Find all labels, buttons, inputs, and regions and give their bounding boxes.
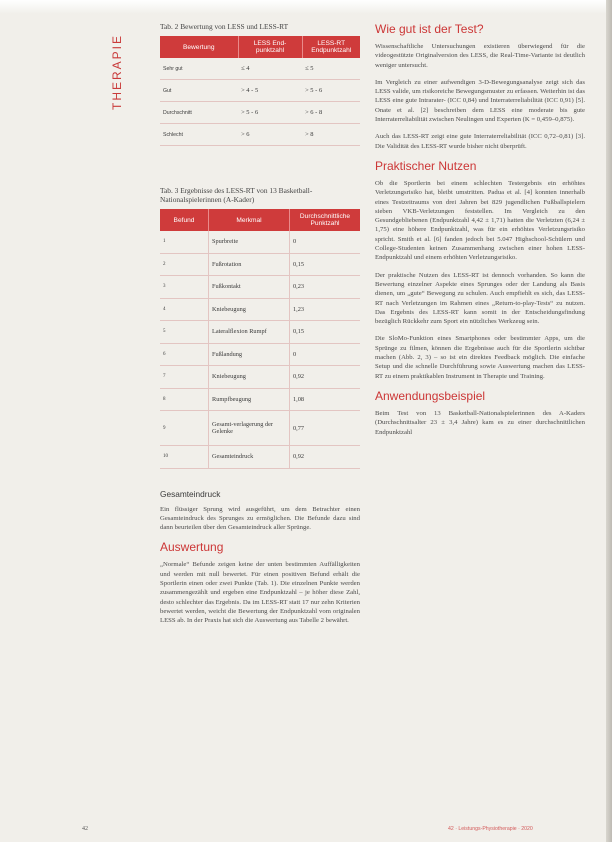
page-footer: 42 · Leistungs-Physiotherapie · 2020	[448, 826, 533, 832]
table-cell: 2	[160, 253, 209, 276]
table-cell: Gesamteindruck	[209, 446, 290, 469]
table-cell: Lateralflexion Rumpf	[209, 321, 290, 344]
paragraph: Auch das LESS-RT zeigt eine gute Interraterreliabilität (ICC 0,72–0,81) [3]. Die Validität des LESS-RT wurde bisher nicht überprüft.	[375, 133, 585, 150]
table-cell: Fußkontakt	[209, 276, 290, 299]
table-cell: > 6 - 8	[302, 102, 360, 124]
table-cell: 10	[160, 446, 209, 469]
table-cell: Fußlandung	[209, 343, 290, 366]
section-heading-wie-gut: Wie gut ist der Test?	[375, 22, 484, 36]
table-cell: 6	[160, 343, 209, 366]
table-cell: ≤ 5	[302, 58, 360, 80]
table-cell: Schlecht	[160, 124, 238, 146]
table-3-header: Durchschnittliche Punktzahl	[290, 209, 361, 231]
table-cell: 1	[160, 231, 209, 253]
table-cell: > 8	[302, 124, 360, 146]
table-3-caption: Tab. 3 Ergebnisse des LESS-RT von 13 Basketball-Nationalspielerinnen (A-Kader)	[160, 186, 313, 204]
table-row	[160, 298, 360, 321]
table-3-header-row	[160, 209, 360, 231]
table-row	[160, 321, 360, 344]
paragraph: Wissenschaftliche Untersuchungen existieren überwiegend für die videogestützte Originalversion des LESS, die Real-Time-Variante ist deutlich weniger untersucht.	[375, 43, 585, 69]
table-cell: Rumpfbeugung	[209, 388, 290, 411]
table-row	[160, 388, 360, 411]
table-2-caption: Tab. 2 Bewertung von LESS und LESS-RT	[160, 22, 289, 31]
table-cell: 5	[160, 321, 209, 344]
section-heading-auswertung: Auswertung	[160, 540, 224, 555]
table-row	[160, 58, 360, 80]
paragraph: „Normale“ Befunde zeigen keine der unten bestimmten Auffälligkeiten und werden mit null bewertet. Für einen positiven Befund erhält die Sportlerin einen oder zwei Punkte (Tab. 1). Die einzelnen Punkte werden zusammengezählt und ergeben eine Endpunktzahl – je höher diese Zahl, desto schlechter das Ergebnis. Da im LESS-RT statt 17 nur zehn Kriterien bewertet werden, weicht die Bewertung der Endpunktzahl vom originalen LESS ab. In der Praxis hat sich die Auswertung aus Tabelle 2 bewährt.	[160, 561, 360, 625]
paragraph: Ein flüssiger Sprung wird ausgeführt, um dem Betrachter einen Gesamteindruck des Sprunges zu ermöglichen. Die Befunde dazu sind dann beurteilen über den Gesamteindruck aller Sprünge.	[160, 505, 360, 532]
paragraph: Ob die Sportlerin bei einem schlechten Testergebnis ein erhöhtes Verletzungsrisiko hat, bleibt umstritten. Padua et al. [4] konnten innerhalb eines Testzeitraums von drei Jahren bei 829 jugendlichen Fußballspielern sieben VKB-Verletzungen feststellen. Im Vergleich zu den Gesundgebliebenen (Endpunktzahl 4,42 ± 1,71) hatten die Verletzten (6,24 ± 1,75) eine höhere Endpunktzahl, was für ein erhöhtes Verletzungsrisiko spricht. Smith et al. [6] fanden jedoch bei 5.047 Highschool-Schülern und College-Studenten keinen Zusammenhang zwischen einer hohen LESS-Endpunktzahl und einem erhöhten Verletzungsrisiko.	[375, 179, 585, 262]
table-cell: 0,15	[290, 321, 361, 344]
table-cell: Durchschnitt	[160, 102, 238, 124]
table-cell: > 5 - 6	[238, 102, 302, 124]
table-cell: 0,92	[290, 446, 361, 469]
table-3	[160, 209, 360, 469]
table-cell: 4	[160, 298, 209, 321]
table-cell: Sehr gut	[160, 58, 238, 80]
table-cell: 0	[290, 231, 361, 253]
table-cell: > 4 - 5	[238, 80, 302, 102]
table-row	[160, 231, 360, 253]
table-row	[160, 102, 360, 124]
table-cell: 1,08	[290, 388, 361, 411]
table-cell: 3	[160, 276, 209, 299]
section-heading-anwendungsbeispiel: Anwendungsbeispiel	[375, 388, 486, 403]
table-cell: 7	[160, 366, 209, 389]
table-cell: 9	[160, 411, 209, 446]
page-top-shade	[0, 0, 612, 14]
paragraph: Im Vergleich zu einer aufwendigen 3-D-Bewegungsanalyse zeigt sich das LESS valide, um risikoreiche Bewegungsmuster zu erfassen. Weiterhin ist das LESS eine gute Intrarater- (ICC 0,84) und Interraterreliabilität (ICC 0,91) [5]. Onate et al. [2] beschreiben dem LESS eine moderate bis gute Interraterreliabilität zwischen Neulingen und Experten (K = 0,459–0,875).	[375, 78, 585, 124]
table-2-header: LESS End-punktzahl	[238, 36, 302, 58]
table-cell: Gesamt-verlagerung der Gelenke	[209, 411, 290, 446]
table-row	[160, 411, 360, 446]
table-cell: Gut	[160, 80, 238, 102]
table-2-header: LESS-RT Endpunktzahl	[302, 36, 360, 58]
table-cell: 1,23	[290, 298, 361, 321]
table-cell: 8	[160, 388, 209, 411]
paragraph: Beim Test von 13 Basketball-Nationalspielerinnen des A-Kaders (Durchschnittsalter 23 ± 3,4 Jahre) kam es zu einer durchschnittlichen Endpunktzahl	[375, 409, 585, 436]
table-cell: 0,23	[290, 276, 361, 299]
page-edge	[606, 0, 612, 842]
table-cell: > 6	[238, 124, 302, 146]
table-row	[160, 80, 360, 102]
table-cell: 0	[290, 343, 361, 366]
table-cell: Fußrotation	[209, 253, 290, 276]
table-cell: Spurbreite	[209, 231, 290, 253]
right-column	[375, 22, 585, 445]
table-cell: 0,15	[290, 253, 361, 276]
section-heading-praktischer-nutzen: Praktischer Nutzen	[375, 158, 477, 173]
page-number: 42	[82, 826, 88, 832]
table-row	[160, 253, 360, 276]
section-heading-gesamteindruck: Gesamteindruck	[160, 488, 221, 499]
table-2	[160, 36, 360, 146]
table-row	[160, 276, 360, 299]
paragraph: Die SloMo-Funktion eines Smartphones oder bestimmter Apps, um die Sprünge zu filmen, können die Ergebnisse auch für die Sportlerin sichtbar machen (Abb. 2, 3) – so ist ein direktes Feedback möglich. Die einfache Setup und die schnelle Durchführung sowie Auswertung machen das LESS-RT zu einem praktikablen Instrument in Therapie und Training.	[375, 335, 585, 380]
table-3-header: Befund	[160, 209, 209, 231]
table-row	[160, 343, 360, 366]
section-sidebar-label: THERAPIE	[110, 33, 124, 110]
table-row	[160, 446, 360, 469]
table-2-header: Bewertung	[160, 36, 238, 58]
table-cell: ≤ 4	[238, 58, 302, 80]
table-3-header: Merkmal	[209, 209, 290, 231]
table-cell: > 5 - 6	[302, 80, 360, 102]
left-column	[160, 22, 360, 633]
table-cell: Kniebeugung	[209, 366, 290, 389]
table-2-header-row	[160, 36, 360, 58]
table-cell: Kniebeugung	[209, 298, 290, 321]
table-row	[160, 366, 360, 389]
table-row	[160, 124, 360, 146]
table-cell: 0,92	[290, 366, 361, 389]
paragraph: Der praktische Nutzen des LESS-RT ist dennoch vorhanden. So kann die Bewertung einzelner Aspekte eines Sprunges oder der Landung als Basis dienen, um „gute“ Bewegung zu schulen. Auch empfiehlt es sich, das LESS-RT nach Verletzungen im Rahmen eines „Return-to-play-Tests“ zu nutzen. Das Ergebnis des LESS-RT kann somit in der Entscheidungsfindung bezüglich Rückkehr zum Sport ein nützliches Werkzeug sein.	[375, 271, 585, 326]
table-cell: 0,77	[290, 411, 361, 446]
